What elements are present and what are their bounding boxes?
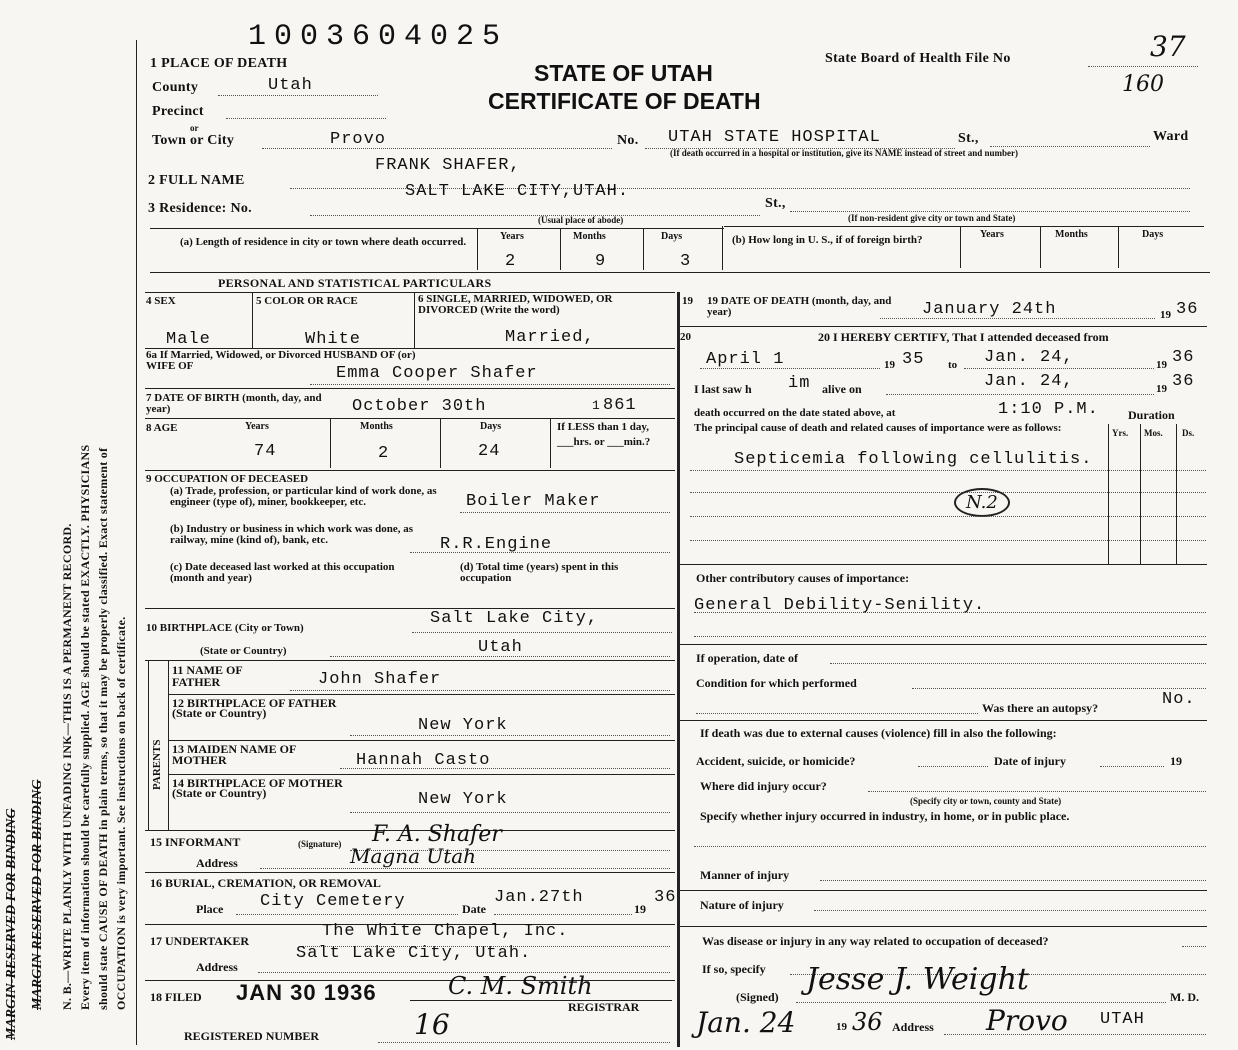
sign-state: UTAH — [1100, 1010, 1145, 1029]
usual-abode-note: (Usual place of abode) — [538, 215, 624, 225]
father-birthplace: New York — [418, 716, 508, 735]
attended-from: April 1 — [706, 350, 785, 369]
principal-cause: Septicemia following cellulitis. — [734, 450, 1093, 469]
spouse-label: 6a If Married, Widowed, or Divorced HUSBAND OF (or) WIFE OF — [146, 349, 416, 372]
us-years-label: Years — [980, 229, 1004, 240]
to-year: 36 — [1172, 348, 1195, 367]
sex-value: Male — [166, 330, 211, 349]
death-year-prefix: 19 — [1160, 309, 1171, 321]
nature-injury-label: Nature of injury — [700, 898, 784, 912]
burial-date: Jan.27th — [494, 888, 584, 907]
last-saw-year-prefix: 19 — [1156, 383, 1167, 395]
injury-year-prefix: 19 — [1170, 754, 1182, 768]
margin-notice-2: Every item of information should be carefully supplied. AGE should be stated EXACTLY. PHYSICIANS — [78, 444, 92, 1010]
father-name-label: 11 NAME OF FATHER — [172, 663, 243, 689]
occupation-a-label: (a) Trade, profession, or particular kind of work done, as engineer (type of), miner, bookkeeper, etc. — [170, 485, 437, 508]
institution-note: (If death occurred in a hospital or institution, give its NAME instead of street and number) — [670, 148, 1019, 158]
dob-value: October 30th — [352, 397, 487, 416]
condition-label: Condition for which performed — [696, 676, 857, 690]
attended-to: Jan. 24, — [984, 348, 1074, 367]
burial-date-label: Date — [462, 902, 486, 916]
stamp-number: 1003604025 — [248, 20, 509, 54]
county-label: County — [152, 80, 199, 95]
certify-label: 20 I HEREBY CERTIFY, That I attended deceased from — [818, 330, 1109, 344]
sign-date: Jan. 24 — [696, 1006, 796, 1039]
duration-mos-label: Mos. — [1144, 428, 1163, 438]
age-years-value: 74 — [254, 442, 277, 461]
age-label: 8 AGE — [146, 422, 178, 434]
birthplace-city: Salt Lake City, — [430, 609, 599, 628]
res-days-label: Days — [661, 231, 683, 242]
residence-st-label: St., — [765, 196, 786, 211]
death-date: January 24th — [922, 300, 1057, 319]
burial-year-prefix: 19 — [634, 902, 646, 916]
burial-place-label: Place — [196, 902, 224, 916]
parents-label: PARENTS — [151, 739, 163, 790]
physician-signature: Jesse J. Weight — [806, 962, 1029, 997]
town-value: Provo — [330, 130, 387, 149]
birthplace-label: 10 BIRTHPLACE (City or Town) — [146, 622, 304, 634]
margin-notice-1: N. B.—WRITE PLAINLY WITH UNFADING INK—THIS IS A PERMANENT RECORD. — [60, 523, 74, 1010]
residence-value: SALT LAKE CITY,UTAH. — [405, 182, 630, 201]
industry-value: R.R.Engine — [440, 535, 553, 554]
specify-injury-label: Specify whether injury occurred in industry, in home, or in public place. — [700, 809, 1070, 823]
age-years-label: Years — [245, 421, 269, 432]
us-residence-label: (b) How long in U. S., if of foreign birth? — [732, 234, 923, 246]
sign-year: 36 — [852, 1008, 883, 1036]
registrar-label: REGISTRAR — [568, 1000, 640, 1014]
marital-label: 6 SINGLE, MARRIED, WIDOWED, OR DIVORCED (Write the word) — [418, 293, 613, 316]
county-value: Utah — [268, 76, 313, 95]
undertaker-value: The White Chapel, Inc. — [322, 922, 569, 941]
autopsy-label: Was there an autopsy? — [982, 701, 1099, 715]
duration-yrs-label: Yrs. — [1112, 428, 1129, 438]
informant-address-label: Address — [196, 856, 238, 870]
res-years-label: Years — [500, 231, 524, 242]
color-label: 5 COLOR OR RACE — [256, 295, 358, 307]
signed-label: (Signed) — [736, 990, 779, 1004]
total-time-label: (d) Total time (years) spent in this occupation — [460, 561, 619, 584]
marginal-code: N.2 — [954, 488, 1010, 517]
marital-value: Married, — [505, 328, 595, 347]
place-of-death-label: 1 PLACE OF DEATH — [150, 56, 288, 71]
other-causes-label: Other contributory causes of importance: — [696, 571, 910, 585]
father-birthplace-label: 12 BIRTHPLACE OF FATHER (State or Country) — [172, 696, 337, 720]
file-no-label: State Board of Health File No — [825, 51, 1011, 66]
margin-reserved-1: MARGIN-RESERVED FOR BINDING — [4, 808, 19, 1040]
manner-injury-label: Manner of injury — [700, 868, 790, 882]
occupation-value: Boiler Maker — [466, 492, 601, 511]
if-so-label: If so, specify — [702, 962, 766, 976]
burial-label: 16 BURIAL, CREMATION, OR REMOVAL — [150, 876, 381, 890]
death-hour: 1:10 P.M. — [998, 400, 1099, 419]
state-title: STATE OF UTAH — [534, 60, 713, 86]
where-injury-note: (Specify city or town, county and State) — [910, 796, 1062, 806]
undertaker-address-label: Address — [196, 960, 238, 974]
full-name-label: 2 FULL NAME — [148, 173, 245, 188]
mother-birthplace: New York — [418, 790, 508, 809]
personal-section-title: PERSONAL AND STATISTICAL PARTICULARS — [218, 276, 492, 290]
nonresident-note: (If non-resident give city or town and State) — [848, 213, 1016, 223]
us-months-label: Months — [1055, 229, 1088, 240]
informant-signature-note: (Signature) — [298, 839, 342, 849]
operation-label: If operation, date of — [696, 651, 798, 665]
last-saw-year: 36 — [1172, 372, 1195, 391]
or-label: or — [190, 123, 199, 133]
sign-address: Provo — [986, 1004, 1068, 1037]
st-label: St., — [958, 131, 979, 146]
duration-label: Duration — [1128, 408, 1175, 422]
res-months-label: Months — [573, 231, 606, 242]
dob-year-prefix: 1 — [592, 398, 601, 413]
file-no: 37 — [1150, 30, 1186, 63]
institution-value: UTAH STATE HOSPITAL — [668, 128, 881, 147]
industry-label: (b) Industry or business in which work was done, as railway, mine (kind of), bank, etc. — [170, 523, 414, 546]
margin-notice-4: OCCUPATION is very important. See instructions on back of certificate. — [114, 616, 128, 1010]
mother-name: Hannah Casto — [356, 751, 491, 770]
us-days-label: Days — [1142, 229, 1164, 240]
from-year: 35 — [902, 350, 925, 369]
res-days-value: 3 — [680, 252, 692, 271]
attended-to-label: to — [948, 359, 958, 371]
injury-date-label: Date of injury — [994, 754, 1066, 768]
mother-birthplace-label: 14 BIRTHPLACE OF MOTHER (State or Country) — [172, 776, 343, 800]
registered-number: 16 — [414, 1008, 450, 1041]
accident-label: Accident, suicide, or homicide? — [696, 754, 856, 768]
length-residence-label: (a) Length of residence in city or town where death occurred. — [180, 236, 467, 248]
residence-label: 3 Residence: No. — [148, 201, 252, 216]
spouse-value: Emma Cooper Shafer — [336, 364, 538, 383]
death-date-label: 19 DATE OF DEATH (month, day, and year) — [707, 295, 892, 318]
color-value: White — [305, 330, 362, 349]
mother-name-label: 13 MAIDEN NAME OF MOTHER — [172, 742, 296, 767]
age-days-label: Days — [480, 421, 502, 432]
dob-label: 7 DATE OF BIRTH (month, day, and year) — [146, 392, 322, 415]
undertaker-label: 17 UNDERTAKER — [150, 934, 250, 948]
age-months-value: 2 — [378, 444, 390, 463]
file-no-extra: 160 — [1122, 72, 1164, 97]
certify-number: 20 — [680, 331, 691, 343]
age-months-label: Months — [360, 421, 393, 432]
principal-cause-label: The principal cause of death and related causes of importance were as follows: — [694, 422, 1062, 434]
sex-label: 4 SEX — [146, 295, 176, 307]
last-saw-pronoun: im — [788, 374, 811, 393]
burial-year: 36 — [654, 888, 677, 907]
external-causes-label: If death was due to external causes (violence) fill in also the following: — [700, 726, 1057, 740]
res-years-value: 2 — [505, 252, 517, 271]
other-cause: General Debility-Senility. — [694, 596, 986, 615]
last-saw-date: Jan. 24, — [984, 372, 1074, 391]
alive-on-label: alive on — [822, 382, 862, 396]
informant-signature: F. A. Shafer — [372, 822, 502, 847]
informant-label: 15 INFORMANT — [150, 835, 241, 849]
death-year: 36 — [1176, 300, 1199, 319]
margin-reserved-2: MARGIN RESERVED FOR BINDING — [30, 779, 45, 1010]
age-days-value: 24 — [478, 442, 501, 461]
occupation-label: 9 OCCUPATION OF DECEASED — [146, 473, 309, 485]
precinct-label: Precinct — [152, 104, 204, 119]
sign-address-label: Address — [892, 1020, 934, 1034]
town-label: Town or City — [152, 133, 235, 148]
res-months-value: 9 — [595, 252, 607, 271]
no-label: No. — [617, 133, 639, 148]
birthplace-state: Utah — [478, 638, 523, 657]
certificate-title: CERTIFICATE OF DEATH — [488, 88, 761, 114]
filed-date-stamp: JAN 30 1936 — [236, 980, 377, 1005]
burial-place: City Cemetery — [260, 892, 406, 911]
duration-ds-label: Ds. — [1182, 428, 1195, 438]
last-saw-label: I last saw h — [694, 382, 752, 396]
section-19-number: 19 — [682, 295, 693, 307]
from-year-prefix: 19 — [884, 359, 895, 371]
margin-notice-3: should state CAUSE OF DEATH in plain terms, so that it may be properly classified. Exact statement of — [96, 447, 110, 1010]
to-year-prefix: 19 — [1156, 359, 1167, 371]
registered-number-label: REGISTERED NUMBER — [184, 1029, 320, 1043]
ward-label: Ward — [1153, 129, 1189, 144]
informant-address: Magna Utah — [350, 844, 477, 868]
undertaker-address: Salt Lake City, Utah. — [296, 944, 532, 963]
occupational-label: Was disease or injury in any way related to occupation of deceased? — [702, 934, 1049, 948]
death-hour-label: death occurred on the date stated above, at — [694, 407, 896, 419]
where-injury-label: Where did injury occur? — [700, 779, 827, 793]
sign-year-prefix: 19 — [836, 1021, 847, 1033]
dob-year: 861 — [603, 396, 637, 415]
full-name-value: FRANK SHAFER, — [375, 156, 521, 175]
birthplace-state-label: (State or Country) — [200, 645, 287, 657]
filed-label: 18 FILED — [150, 990, 202, 1004]
last-worked-label: (c) Date deceased last worked at this occupation (month and year) — [170, 561, 395, 584]
father-name: John Shafer — [318, 670, 442, 689]
registrar-signature: C. M. Smith — [448, 972, 593, 1000]
md-label: M. D. — [1170, 990, 1199, 1004]
autopsy-value: No. — [1162, 690, 1196, 709]
age-less-label: If LESS than 1 day, ___hrs. or ___min.? — [557, 421, 651, 448]
